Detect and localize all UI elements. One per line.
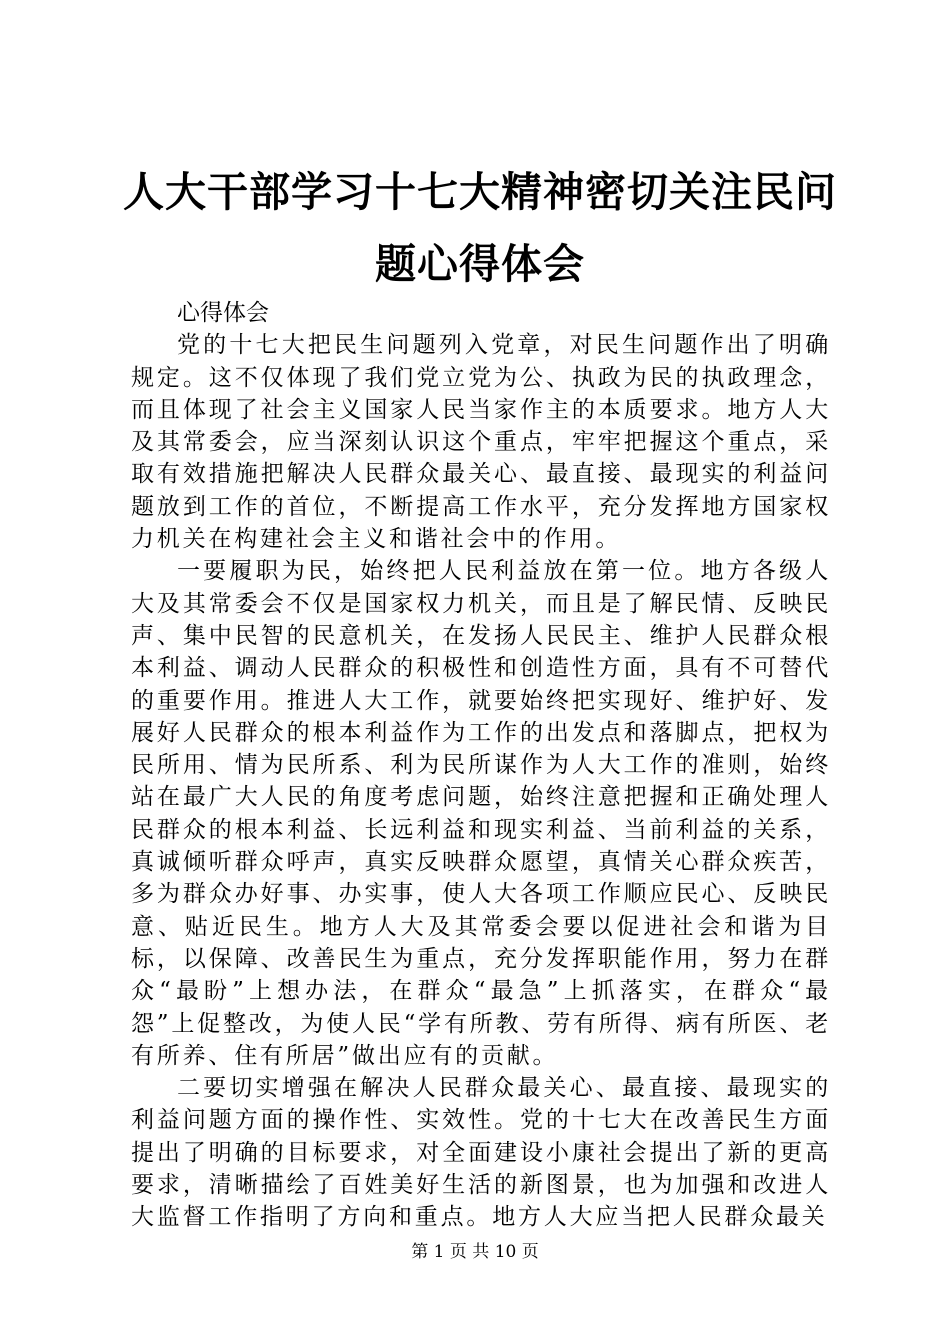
page-footer: 第 1 页 共 10 页 [411,1242,539,1262]
paragraph: 心得体会 [177,300,269,326]
paragraph: 二要切实增强在解决人民群众最关心、最直接、最现实的利益问题方面的操作性、实效性。党的十七大在改善民生方面提出了明确的目标要求，对全面建设小康社会提出了新的更高要求，清晰描绘了百姓美好生活的新图景，也为加强和改进人大监督工作指明了方向和重点。地方人大应当把人民群众最关 [131,1075,831,1231]
document-title: 人大干部学习十七大精神密切关注民问题心得体会 [123,168,837,288]
paragraph: 党的十七大把民生问题列入党章，对民生问题作出了明确规定。这不仅体现了我们党立党为公、执政为民的执政理念，而且体现了社会主义国家人民当家作主的本质要求。地方人大及其常委会，应当深刻认识这个重点，牢牢把握这个重点，采取有效措施把解决人民群众最关心、最直接、最现实的利益问题放到工作的首位，不断提高工作水平，充分发挥地方国家权力机关在构建社会主义和谐社会中的作用。 [131,332,831,553]
paragraph: 一要履职为民，始终把人民利益放在第一位。地方各级人大及其常委会不仅是国家权力机关，而且是了解民情、反映民声、集中民智的民意机关，在发扬人民民主、维护人民群众根本利益、调动人民群众的积极性和创造性方面，具有不可替代的重要作用。推进人大工作，就要始终把实现好、维护好、发展好人民群众的根本利益作为工作的出发点和落脚点，把权为民所用、情为民所系、利为民所谋作为人大工作的准则，始终站在最广大人民的角度考虑问题，始终注意把握和正确处理人民群众的根本利益、长远利益和现实利益、当前利益的关系，真诚倾听群众呼声，真实反映群众愿望，真情关心群众疾苦，多为群众办好事、办实事，使人大各项工作顺应民心、反映民意、贴近民生。地方人大及其常委会要以促进社会和谐为目标，以保障、改善民生为重点，充分发挥职能作用，努力在群众“最盼”上想办法，在群众“最急”上抓落实，在群众“最怨”上促整改，为使人民“学有所教、劳有所得、病有所医、老有所养、住有所居”做出应有的贡献。 [131,558,831,1069]
document-body [131,297,831,1234]
